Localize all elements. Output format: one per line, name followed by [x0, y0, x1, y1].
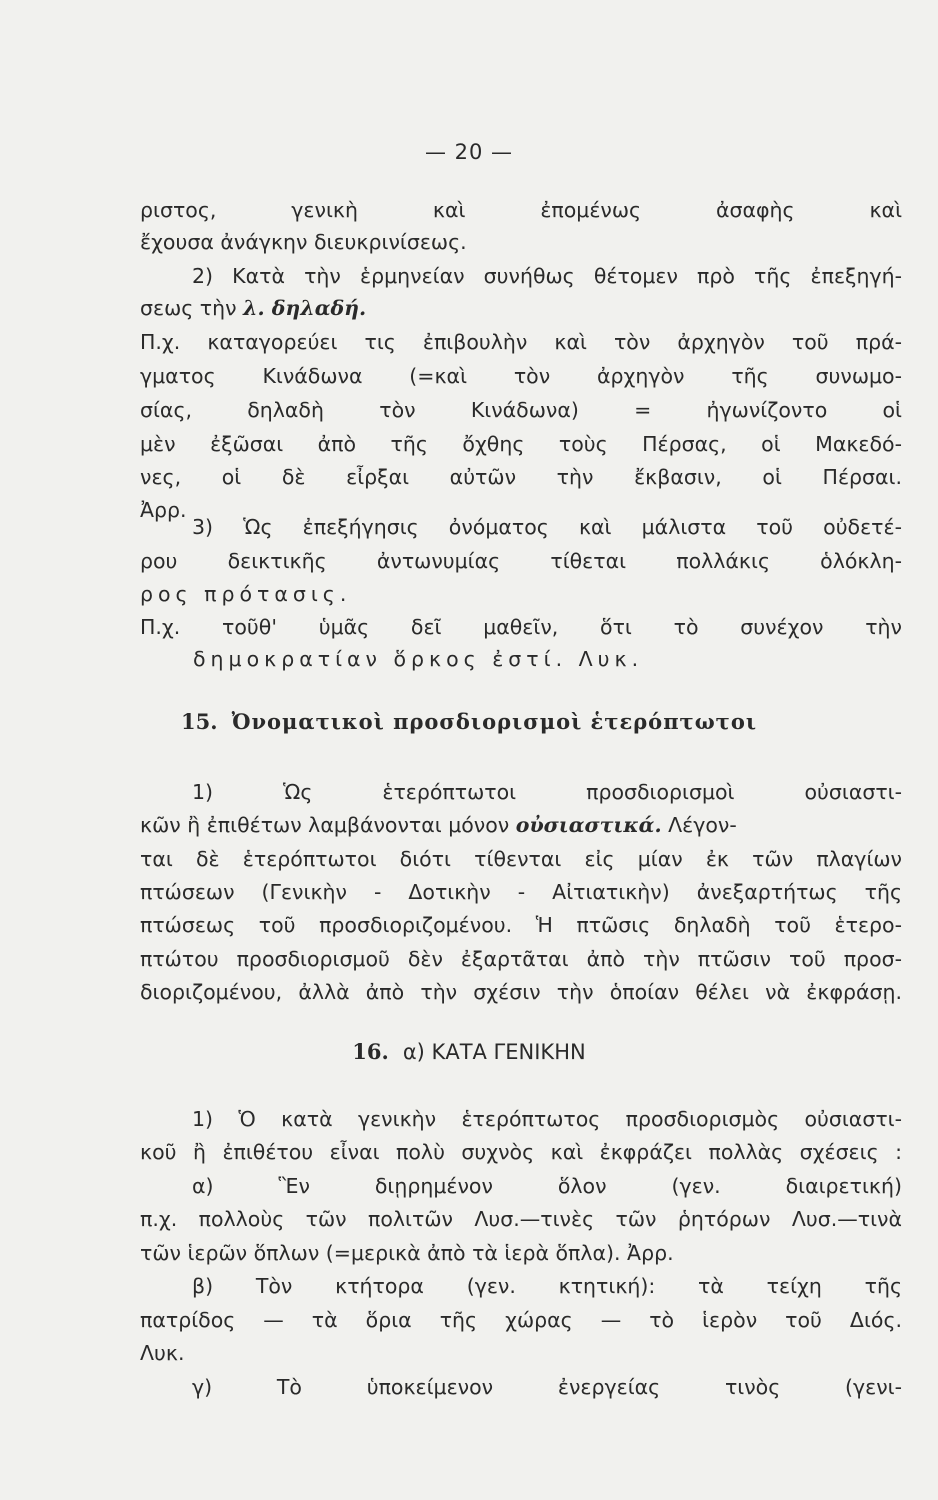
page-number: — 20 — — [424, 140, 514, 164]
text-line: ριστος, γενικὴ καὶ ἐπομένως ἀσαφὴς καὶ — [140, 198, 902, 222]
text-line: 1) Ὡς ἑτερόπτωτοι προσδιορισμοὶ οὐσιαστι- — [192, 780, 902, 804]
text-line: πτώσεων (Γενικὴν - Δοτικὴν - Αἰτιατικὴν) ἀνεξαρτήτως τῆς — [140, 880, 902, 904]
text-line: νες, οἱ δὲ εἶρξαι αὐτῶν τὴν ἔκβασιν, οἱ Πέρσαι. — [140, 465, 902, 489]
text-line: Π.χ. τοῦθ' ὑμᾶς δεῖ μαθεῖν, ὅτι τὸ συνέχον τὴν — [140, 615, 902, 639]
section-number: 15. — [181, 709, 218, 734]
section-title: α) ΚΑΤΑ ΓΕΝΙΚΗΝ — [402, 1040, 586, 1064]
text-line: Λυκ. — [140, 1341, 185, 1365]
text-line: π.χ. πολλοὺς τῶν πολιτῶν Λυσ.—τινὲς τῶν ῥητόρων Λυσ.—τινὰ — [140, 1207, 902, 1231]
text-line: α) Ἓν διῃρημένον ὅλον (γεν. διαιρετική) — [192, 1174, 902, 1198]
text-line: γ) Τὸ ὑποκείμενον ἐνεργείας τινὸς (γενι- — [192, 1375, 902, 1399]
text-line: ρου δεικτικῆς ἀντωνυμίας τίθεται πολλάκις ὁλόκλη- — [140, 549, 902, 573]
text-line: Π.χ. καταγορεύει τις ἐπιβουλὴν καὶ τὸν ἀρχηγὸν τοῦ πρά- — [140, 330, 902, 354]
text-line: διοριζομένου, ἀλλὰ ἀπὸ τὴν σχέσιν τὴν ὁποίαν θέλει νὰ ἐκφράσῃ. — [140, 980, 902, 1004]
text-span: Λέγον- — [661, 813, 737, 837]
text-line — [140, 294, 902, 322]
text-line: ἔχουσα ἀνάγκην διευκρινίσεως. — [140, 230, 467, 254]
text-line: Ἀρρ. — [140, 498, 187, 522]
text-line: 2) Κατὰ τὴν ἑρμηνείαν συνήθως θέτομεν πρὸ τῆς ἐπεξηγή- — [192, 264, 902, 288]
term-emphasis: οὐσιαστικά. — [515, 813, 662, 837]
text-line: μὲν ἐξῶσαι ἀπὸ τῆς ὄχθης τοὺς Πέρσας, οἱ Μακεδό- — [140, 432, 902, 456]
section-title: Ὀνοματικοὶ προσδιορισμοὶ ἑτερόπτωτοι — [231, 709, 757, 734]
text-line: ται δὲ ἑτερόπτωτοι διότι τίθενται εἰς μίαν ἐκ τῶν πλαγίων — [140, 847, 902, 871]
text-line: δημοκρατίαν ὅρκος ἐστί. Λυκ. — [193, 647, 644, 671]
text-line: 1) Ὁ κατὰ γενικὴν ἑτερόπτωτος προσδιορισμὸς οὐσιαστι- — [192, 1107, 902, 1131]
text-line: πατρίδος — τὰ ὅρια τῆς χώρας — τὸ ἱερὸν τοῦ Διός. — [140, 1308, 902, 1332]
text-line: τῶν ἱερῶν ὅπλων (=μερικὰ ἀπὸ τὰ ἱερὰ ὅπλα). Ἀρρ. — [140, 1241, 674, 1265]
text-line: κοῦ ἢ ἐπιθέτου εἶναι πολὺ συχνὸς καὶ ἐκφράζει πολλὰς σχέσεις : — [140, 1140, 902, 1164]
text-line: 3) Ὡς ἐπεξήγησις ὀνόματος καὶ μάλιστα τοῦ οὐδετέ- — [192, 515, 902, 539]
text-line: σίας, δηλαδὴ τὸν Κινάδωνα) = ἠγωνίζοντο οἱ — [140, 398, 902, 422]
section-heading-16 — [0, 1038, 938, 1066]
section-heading-15 — [0, 708, 938, 736]
section-number: 16. — [352, 1039, 389, 1064]
text-line: β) Τὸν κτήτορα (γεν. κτητική): τὰ τείχη τῆς — [192, 1274, 902, 1298]
text-line: ρος πρότασις. — [140, 582, 352, 606]
abbreviation-emphasis: λ. δηλαδή. — [243, 296, 367, 320]
text-line — [140, 811, 902, 839]
text-span: κῶν ἢ ἐπιθέτων λαμβάνονται μόνον — [140, 813, 516, 837]
text-line: γματος Κινάδωνα (=καὶ τὸν ἀρχηγὸν τῆς συνωμο- — [140, 364, 902, 388]
text-span: σεως τὴν — [140, 296, 244, 320]
text-line: πτώσεως τοῦ προσδιοριζομένου. Ἡ πτῶσις δηλαδὴ τοῦ ἑτερο- — [140, 913, 902, 937]
text-line: πτώτου προσδιορισμοῦ δὲν ἐξαρτᾶται ἀπὸ τὴν πτῶσιν τοῦ προσ- — [140, 947, 902, 971]
